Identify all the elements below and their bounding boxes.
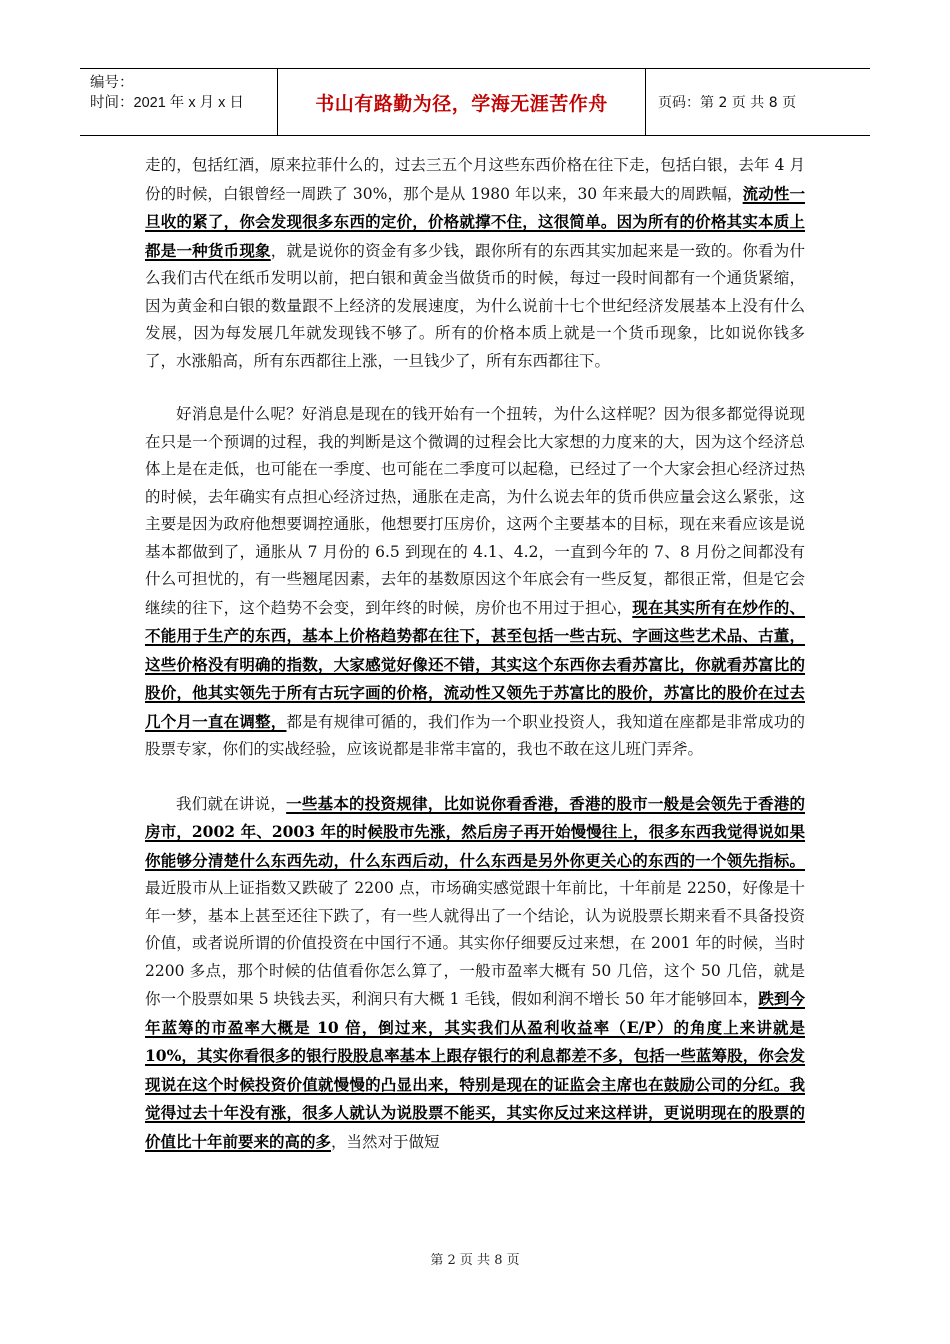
paragraph-1-text-1: 走的，包括红酒，原来拉菲什么的，过去三五个月这些东西价格在往下走，包括白银，去年 4 月份的时候，白银曾经一周跌了 30%，那个是从 1980 年以来，30 年来最大的周跌幅， bbox=[145, 156, 805, 203]
document-body bbox=[145, 152, 805, 1182]
paragraph-3-highlight-1: 一些基本的投资规律，比如说你看香港，香港的股市一般是会领先于香港的房市，2002 年、2003 年的时候股市先涨，然后房子再开始慢慢往上，很多东西我觉得说如果你能够分清楚什么东西先动，什么东西后动，什么东西是另外你更关心的东西的一个领先指标。 bbox=[145, 793, 805, 870]
paragraph-2-text-1: 好消息是什么呢？好消息是现在的钱开始有一个扭转，为什么这样呢？因为很多都觉得说现在只是一个预调的过程，我的判断是这个微调的过程会比大家想的力度来的大，因为这个经济总体上是在走低，也可能在一季度、也可能在二季度可以起稳，已经过了一个大家会担心经济过热的时候，去年确实有点担心经济过热，通胀在走高，为什么说去年的货币供应量会这么紧张，这主要是因为政府他想要调控通胀，他想要打压房价，这两个主要基本的目标，现在来看应该是说基本都做到了，通胀从 7 月份的 6.5 到现在的 4.1、4.2，一直到今年的 7、8 月份之间都没有什么可担忧的，有一些翘尾因素，去年的基数原因这个年底会有一些反复，都很正常，但是它会继续的往下，这个趋势不会变，到年终的时候，房价也不用过于担心， bbox=[145, 405, 805, 617]
document-number-label: 编号： bbox=[90, 75, 134, 91]
paragraph-3-text-3: ，当然对于做短 bbox=[331, 1132, 440, 1151]
header-page-info: 页码：第 2 页 共 8 页 bbox=[658, 95, 797, 111]
paragraph-2-text-2: 都是有规律可循的，我们作为一个职业投资人，我知道在座都是非常成功的股票专家，你们的实战经验，应该说都是非常丰富的，我也不敢在这儿班门弄斧。 bbox=[145, 712, 805, 758]
paragraph-1-text-2: ，就是说你的资金有多少钱，跟你所有的东西其实加起来是一致的。你看为什么我们古代在纸币发明以前，把白银和黄金当做货币的时候，每过一段时间都有一个通货紧缩，因为黄金和白银的数量跟不上经济的发展速度，为什么说前十七个世纪经济发展基本上没有什么发展，因为每发展几年就发现钱不够了。所有的价格本质上就是一个货币现象，比如说你钱多了，水涨船高，所有东西都往上涨，一旦钱少了，所有东西都往下。 bbox=[145, 241, 805, 370]
paragraph-3-highlight-2: 跌到今年蓝筹的市盈率大概是 10 倍，倒过来，其实我们从盈利收益率（E/P）的角度上来讲就是 10%，其实你看很多的银行股股息率基本上跟存银行的利息都差不多，包括一些蓝筹股，你会发现说在这个时候投资价值就慢慢的凸显出来，特别是现在的证监会主席也在鼓励公司的分红。我觉得过去十年没有涨，很多人就认为说股票不能买，其实你反过来这样讲，更说明现在的股票的价值比十年前要来的高的多 bbox=[145, 989, 805, 1151]
page-header bbox=[80, 68, 870, 136]
document-time-label: 时间：2021 年 x 月 x 日 bbox=[90, 95, 244, 111]
paragraph-1-highlight-1: 流动性一旦收的紧了，你会发现很多东西的定价，价格就撑不住，这很简单。因为所有的价格其实本质上都是一种货币现象 bbox=[145, 183, 805, 260]
paragraph-3-text-2: 最近股市从上证指数又跌破了 2200 点，市场确实感觉跟十年前比，十年前是 2250，好像是十年一梦，基本上甚至还往下跌了，有一些人就得出了一个结论，认为说股票长期来看不具备投资价值，或者说所谓的价值投资在中国行不通。其实你仔细要反过来想，在 2001 年的时候，当时 2200 多点，那个时候的估值看你怎么算了，一般市盈率大概有 50 几倍，这个 50 几倍，就是你一个股票如果 5 块钱去买，利润只有大概 1 毛钱，假如利润不增长 50 年才能够回本， bbox=[145, 879, 805, 1008]
paragraph-3 bbox=[145, 790, 805, 1157]
paragraph-2 bbox=[145, 401, 805, 764]
paragraph-3-text-1: 我们就在讲说， bbox=[176, 794, 287, 813]
header-motto: 书山有路勤为径，学海无涯苦作舟 bbox=[278, 69, 646, 135]
paragraph-1 bbox=[145, 152, 805, 375]
page-footer: 第 2 页 共 8 页 bbox=[430, 1253, 520, 1268]
paragraph-2-highlight-1: 现在其实所有在炒作的、不能用于生产的东西，基本上价格趋势都在往下，甚至包括一些古玩、字画这些艺术品、古董，这些价格没有明确的指数，大家感觉好像还不错，其实这个东西你去看苏富比，你就看苏富比的股价，他其实领先于所有古玩字画的价格，流动性又领先于苏富比的股价，苏富比的股价在过去几个月一直在调整， bbox=[145, 597, 805, 731]
header-meta bbox=[80, 69, 278, 135]
